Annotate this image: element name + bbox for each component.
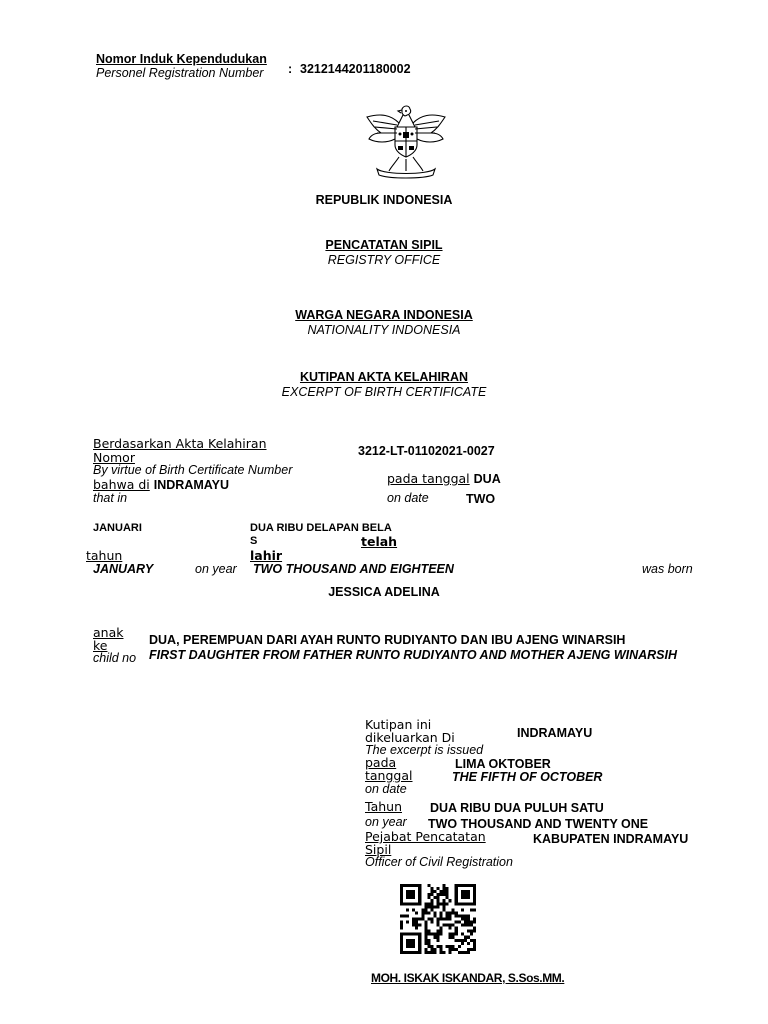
- officer-label-line1: Pejabat Pencatatan: [365, 829, 486, 844]
- child-label-en: child no: [93, 651, 137, 665]
- issue-date-value-en: THE FIFTH OF OCTOBER: [452, 770, 603, 784]
- issue-date-label-en: on date: [365, 782, 407, 796]
- signatory-name: MOH. ISKAK ISKANDAR, S.Sos.MM.: [371, 971, 565, 985]
- date-label-text: pada tanggal: [387, 471, 470, 486]
- header-country: REPUBLIK INDONESIA: [315, 193, 453, 207]
- issue-year-label: Tahun: [365, 799, 402, 814]
- child-name: JESSICA ADELINA: [328, 585, 440, 599]
- issue-year-label-en: on year: [365, 815, 407, 829]
- date-label-en: on date: [387, 491, 429, 505]
- date-value-en: TWO: [466, 492, 496, 506]
- nik-value: 3212144201180002: [300, 62, 411, 76]
- officer-label-line2: Sipil: [365, 842, 392, 857]
- child-label-line2: ke: [93, 638, 108, 653]
- header-title-en: EXCERPT OF BIRTH CERTIFICATE: [281, 385, 487, 399]
- certificate-number: 3212-LT-01102021-0027: [358, 444, 495, 458]
- header-office-en: REGISTRY OFFICE: [327, 253, 441, 267]
- place-label-en: that in: [93, 491, 128, 505]
- issue-year-value-id: DUA RIBU DUA PULUH SATU: [430, 801, 604, 815]
- qr-code-icon: [400, 884, 476, 954]
- year-label: tahun: [86, 548, 123, 563]
- basis-label-line1: Berdasarkan Akta Kelahiran: [93, 436, 267, 451]
- header-nationality-id: WARGA NEGARA INDONESIA: [295, 308, 473, 322]
- birth-year-id-line2: S: [250, 535, 258, 547]
- nik-label-en: Personel Registration Number: [96, 66, 264, 80]
- header-office-id: PENCATATAN SIPIL: [325, 238, 443, 252]
- place-value: INDRAMAYU: [153, 478, 230, 492]
- officer-label-en: Officer of Civil Registration: [365, 855, 513, 869]
- born-label: telah: [361, 534, 398, 549]
- nik-label-id: Nomor Induk Kependudukan: [96, 52, 267, 66]
- issue-place-value: INDRAMAYU: [517, 726, 593, 740]
- officer-value: KABUPATEN INDRAMAYU: [533, 832, 689, 846]
- born-label-2: lahir: [250, 548, 283, 563]
- birth-month-id: JANUARI: [93, 522, 142, 534]
- basis-label-line2: Nomor: [93, 450, 135, 465]
- issue-place-label-en: The excerpt is issued: [365, 743, 484, 757]
- date-value: DUA: [473, 472, 501, 486]
- nik-separator: :: [288, 62, 293, 76]
- child-label-line1: anak: [93, 625, 124, 640]
- issue-year-value-en: TWO THOUSAND AND TWENTY ONE: [428, 817, 649, 831]
- basis-label-en: By virtue of Birth Certificate Number: [93, 463, 293, 477]
- date-label: [387, 471, 501, 486]
- issue-date-value-id: LIMA OKTOBER: [455, 757, 551, 771]
- issue-date-label-line2: tanggal: [365, 768, 413, 783]
- header-nationality-en: NATIONALITY INDONESIA: [307, 323, 461, 337]
- issue-place-label-line2: dikeluarkan Di: [365, 730, 455, 745]
- issue-date-label-line1: pada: [365, 755, 397, 770]
- issue-place-label-line1: Kutipan ini: [365, 717, 432, 732]
- birth-month-en: JANUARY: [93, 562, 154, 576]
- header-title-id: KUTIPAN AKTA KELAHIRAN: [299, 370, 469, 384]
- child-value-id: DUA, PEREMPUAN DARI AYAH RUNTO RUDIYANTO DAN IBU AJENG WINARSIH: [149, 633, 626, 647]
- place-label-text: bahwa di: [93, 477, 150, 492]
- garuda-emblem-icon: [361, 103, 451, 179]
- place-label: [93, 477, 229, 492]
- child-value-en: FIRST DAUGHTER FROM FATHER RUNTO RUDIYANTO AND MOTHER AJENG WINARSIH: [149, 648, 678, 662]
- birth-year-en: TWO THOUSAND AND EIGHTEEN: [253, 562, 454, 576]
- year-label-en: on year: [195, 562, 237, 576]
- born-label-en: was born: [642, 562, 693, 576]
- birth-year-id-line1: DUA RIBU DELAPAN BELA: [250, 522, 392, 534]
